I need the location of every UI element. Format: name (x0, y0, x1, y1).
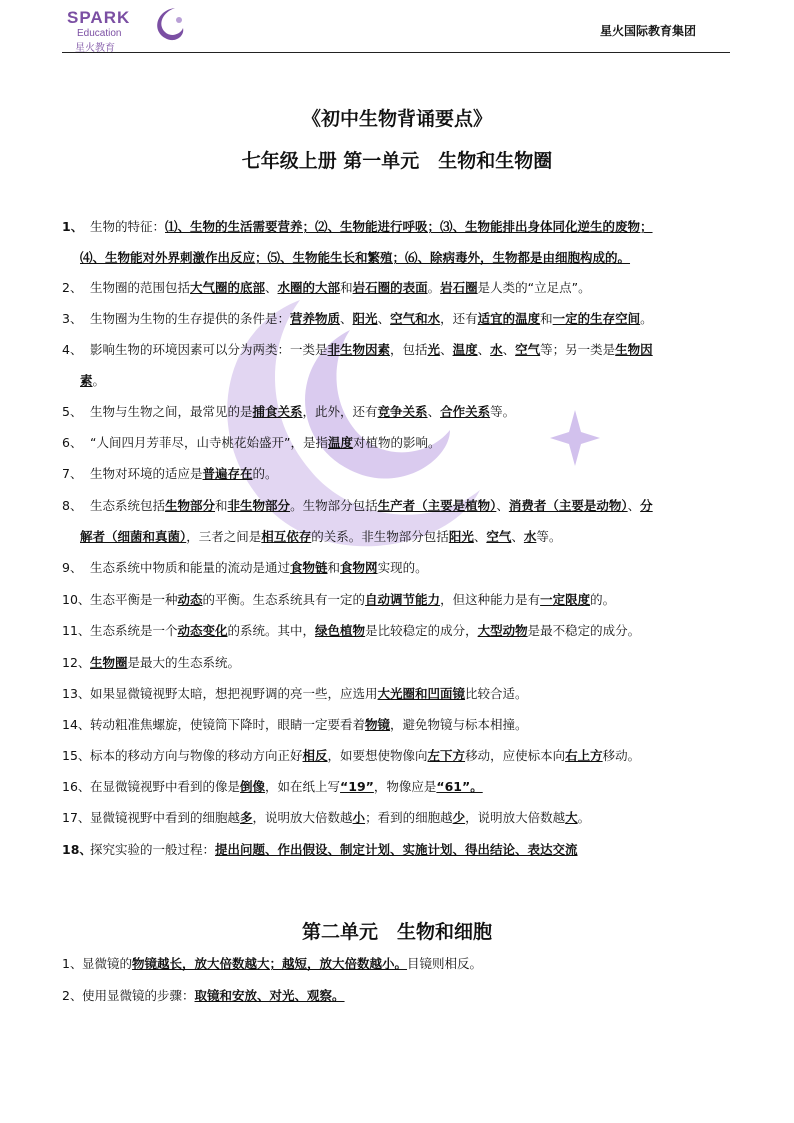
key-term: 岩石圈 (440, 280, 478, 295)
item-text: ，三者之间是 (186, 529, 262, 544)
unit2-item-2 (62, 980, 732, 1011)
key-term: 大型动物 (477, 623, 528, 638)
item-text: ，此外，还有 (302, 404, 378, 419)
item-text: ；看到的细胞越 (365, 810, 453, 825)
item-text: 。生物部分包括 (290, 498, 378, 513)
key-term: 大光圈和凹面镜 (377, 686, 466, 701)
spark-logo (67, 8, 187, 52)
item-text: 是人类的“立足点”。 (477, 280, 591, 295)
item-text: 标本的移动方向与物像的移动方向正好 (90, 748, 303, 763)
key-term: 光 (427, 342, 441, 357)
logo-chinese: 星火教育 (75, 43, 115, 54)
item-number: 6、 (62, 435, 83, 450)
item-continuation (62, 242, 732, 273)
key-term: 小 (352, 810, 366, 825)
unit1-item-2 (62, 272, 732, 303)
item-text: 使用显微镜的步骤： (82, 988, 195, 1003)
item-number: 13、 (62, 686, 91, 701)
item-text: 显微镜视野中看到的细胞越 (90, 810, 241, 825)
key-term: 生物部分 (165, 498, 216, 513)
item-text: ，说明放大倍数越 (465, 810, 566, 825)
item-text: 的。 (252, 466, 278, 481)
key-term: 竞争关系 (377, 404, 428, 419)
document-title: 《初中生物背诵要点》 (301, 108, 492, 130)
key-term: 倒像 (240, 779, 266, 794)
unit1-item-16 (62, 771, 732, 802)
unit1-item-17 (62, 802, 732, 833)
item-text: 、 (265, 280, 278, 295)
item-text: 、 (440, 342, 453, 357)
item-number: 11、 (62, 623, 91, 638)
item-text: 生态系统中物质和能量的流动是通过 (90, 560, 291, 575)
key-term: 空气 (515, 342, 541, 357)
unit1-title: 七年级上册 第一单元 生物和生物圈 (241, 150, 553, 172)
key-term: 食物链 (290, 560, 328, 575)
key-term: 空气和水 (390, 311, 441, 326)
unit1-item-11 (62, 615, 732, 646)
key-term: 左下方 (427, 748, 466, 763)
unit1-item-9 (62, 552, 732, 583)
key-term: 相反 (302, 748, 328, 763)
item-text: ，但这种能力是有 (440, 592, 541, 607)
key-term: 大气圈的底部 (190, 280, 266, 295)
item-text: 生态系统是一个 (90, 623, 178, 638)
key-term: 捕食关系 (252, 404, 303, 419)
key-term: 解者（细菌和真菌） (80, 529, 187, 544)
key-term: 动态 (177, 592, 203, 607)
item-text: 探究实验的一般过程： (90, 842, 216, 857)
item-text: 实现的。 (377, 560, 428, 575)
unit1-item-14 (62, 709, 732, 740)
unit1-item-10 (62, 584, 732, 615)
item-text: 、 (340, 311, 353, 326)
item-text: 、 (502, 342, 516, 357)
item-text: 在显微镜视野中看到的像是 (90, 779, 241, 794)
item-text: 移动。 (602, 748, 641, 763)
key-term: 动态变化 (177, 623, 228, 638)
item-text: 生态平衡是一种 (90, 592, 178, 607)
key-term: 合作关系 (440, 404, 491, 419)
item-text: 是最不稳定的成分。 (527, 623, 641, 638)
item-text: 生物圈的范围包括 (90, 280, 191, 295)
key-term: 温度 (327, 435, 353, 450)
item-text: 等；另一类是 (540, 342, 616, 357)
item-number: 17、 (62, 810, 91, 825)
unit1-item-15 (62, 740, 732, 771)
item-text: ，避免物镜与标本相撞。 (390, 717, 528, 732)
item-text: 和 (340, 280, 353, 295)
unit2-title: 第二单元 生物和细胞 (301, 921, 492, 943)
key-term: 相互依存 (261, 529, 312, 544)
item-text: 生物对环境的适应是 (90, 466, 203, 481)
item-number: 1、 (62, 956, 83, 971)
key-term: 大 (565, 810, 578, 825)
key-term: 物镜越长，放大倍数越大；越短，放大倍数越小。 (132, 956, 408, 971)
item-text: 、 (496, 498, 509, 513)
page-header (62, 0, 730, 53)
item-text: 和 (215, 498, 228, 513)
logo-word: SPARK (67, 8, 131, 27)
item-text: 的。 (590, 592, 616, 607)
item-number: 7、 (62, 466, 83, 481)
item-text: 的平衡。生态系统具有一定的 (202, 592, 366, 607)
item-number: 4、 (62, 342, 83, 357)
item-text: 、 (511, 529, 524, 544)
key-term: “61”。 (436, 779, 483, 794)
key-term: 水 (523, 529, 537, 544)
key-term: 阳光 (448, 529, 474, 544)
item-text: 生物圈为生物的生存提供的条件是： (90, 311, 291, 326)
item-number: 8、 (62, 498, 83, 513)
unit1-item-6 (62, 427, 732, 458)
item-text: 等。 (490, 404, 516, 419)
item-text: 、 (477, 342, 491, 357)
item-text: “人间四月芳菲尽，山寺桃花始盛开”，是指 (90, 435, 328, 450)
unit1-item-18 (62, 834, 732, 865)
item-number: 1、 (62, 219, 84, 234)
item-number: 14、 (62, 717, 91, 732)
item-text: ，包括 (390, 342, 428, 357)
key-term: 食物网 (340, 560, 378, 575)
key-term: 阳光 (352, 311, 378, 326)
item-text: ，物像应是 (373, 779, 437, 794)
key-term: 空气 (486, 529, 512, 544)
item-text: 等。 (536, 529, 562, 544)
item-text: 是比较稳定的成分， (365, 623, 478, 638)
item-text: 。 (92, 373, 106, 388)
item-number: 2、 (62, 280, 83, 295)
item-text: 对植物的影响。 (352, 435, 441, 450)
key-term: 多 (240, 810, 253, 825)
item-text: ，还有 (440, 311, 478, 326)
item-text: 、 (627, 498, 641, 513)
item-number: 9、 (62, 560, 83, 575)
item-text: 生态系统包括 (90, 498, 166, 513)
unit1-item-7 (62, 458, 732, 489)
key-term: 自动调节能力 (365, 592, 441, 607)
item-text: 影响生物的环境因素可以分为两类：一类是 (90, 342, 328, 357)
item-text: 生物的特征： (90, 219, 166, 234)
item-text: 生物与生物之间，最常见的是 (90, 404, 253, 419)
item-number: 3、 (62, 311, 83, 326)
item-text: 比较合适。 (465, 686, 528, 701)
unit1-item-8 (62, 490, 732, 552)
key-term: 适宜的温度 (477, 311, 541, 326)
key-term: 消费者（主要是动物） (508, 498, 628, 513)
item-text: 和 (327, 560, 341, 575)
item-text: ，如要想使物像向 (327, 748, 428, 763)
item-text: ，说明放大倍数越 (252, 810, 353, 825)
key-term: 右上方 (565, 748, 603, 763)
item-text: 。 (577, 810, 591, 825)
key-term: 非生物因素 (327, 342, 391, 357)
item-text: 目镜则相反。 (407, 956, 483, 971)
item-text: 。 (640, 311, 653, 326)
unit1-item-4 (62, 334, 732, 396)
item-continuation (62, 521, 732, 552)
item-text: 。 (427, 280, 441, 295)
unit1-item-13 (62, 678, 732, 709)
key-term: 绿色植物 (315, 623, 366, 638)
key-term: “19” (340, 779, 374, 794)
item-text: 移动，应使标本向 (465, 748, 566, 763)
item-text: 是最大的生态系统。 (127, 655, 241, 670)
item-number: 15、 (62, 748, 91, 763)
item-text: 、 (473, 529, 487, 544)
unit1-item-12 (62, 647, 732, 678)
key-term: 营养物质 (290, 311, 341, 326)
key-term: 一定的生存空间 (552, 311, 641, 326)
item-number: 18、 (62, 842, 92, 857)
key-term: 水圈的大部 (277, 280, 341, 295)
item-text: 、 (427, 404, 441, 419)
key-term: 分 (640, 498, 653, 513)
key-term: 生产者（主要是植物） (377, 498, 497, 513)
item-text: 、 (377, 311, 391, 326)
item-text: 的系统。其中， (227, 623, 316, 638)
key-term: 物镜 (365, 717, 391, 732)
logo-swirl-icon (145, 2, 191, 48)
unit1-item-5 (62, 396, 732, 427)
organization-name: 星火国际教育集团 (599, 24, 696, 38)
key-term: 温度 (452, 342, 478, 357)
key-term: 一定限度 (540, 592, 591, 607)
item-continuation (62, 365, 732, 396)
key-term: 取镜和安放、对光、观察。 (194, 988, 345, 1003)
unit1-item-1 (62, 211, 732, 273)
key-term: 生物圈 (90, 655, 128, 670)
item-number: 16、 (62, 779, 91, 794)
key-term: 岩石圈的表面 (352, 280, 428, 295)
logo-subtitle: Education (77, 28, 122, 39)
item-text: 的关系。非生物部分包括 (311, 529, 449, 544)
key-term: 水 (490, 342, 503, 357)
item-number: 10、 (62, 592, 91, 607)
item-number: 5、 (62, 404, 83, 419)
unit2-item-1 (62, 948, 732, 979)
key-term: 普遍存在 (202, 466, 253, 481)
key-term: 少 (452, 810, 466, 825)
item-text: ，如在纸上写 (265, 779, 341, 794)
key-term: 非生物部分 (227, 498, 291, 513)
item-number: 12、 (62, 655, 91, 670)
item-text: 转动粗准焦螺旋，使镜筒下降时，眼睛一定要看着 (90, 717, 366, 732)
item-number: 2、 (62, 988, 83, 1003)
unit1-item-3 (62, 303, 732, 334)
key-term: ⑷、生物能对外界刺激作出反应；⑸、生物能生长和繁殖；⑹、除病毒外，生物都是由细胞构成的。 (80, 250, 631, 265)
item-text: 如果显微镜视野太暗，想把视野调的亮一些，应选用 (90, 686, 378, 701)
key-term: 生物因 (615, 342, 653, 357)
key-term: 提出问题、作出假设、制定计划、实施计划、得出结论、表达交流 (215, 842, 578, 857)
key-term: 素 (80, 373, 93, 388)
key-term: ⑴、生物的生活需要营养；⑵、生物能进行呼吸；⑶、生物能排出身体同化逆生的废物； (165, 219, 653, 234)
item-text: 和 (540, 311, 553, 326)
item-text: 显微镜的 (82, 956, 133, 971)
